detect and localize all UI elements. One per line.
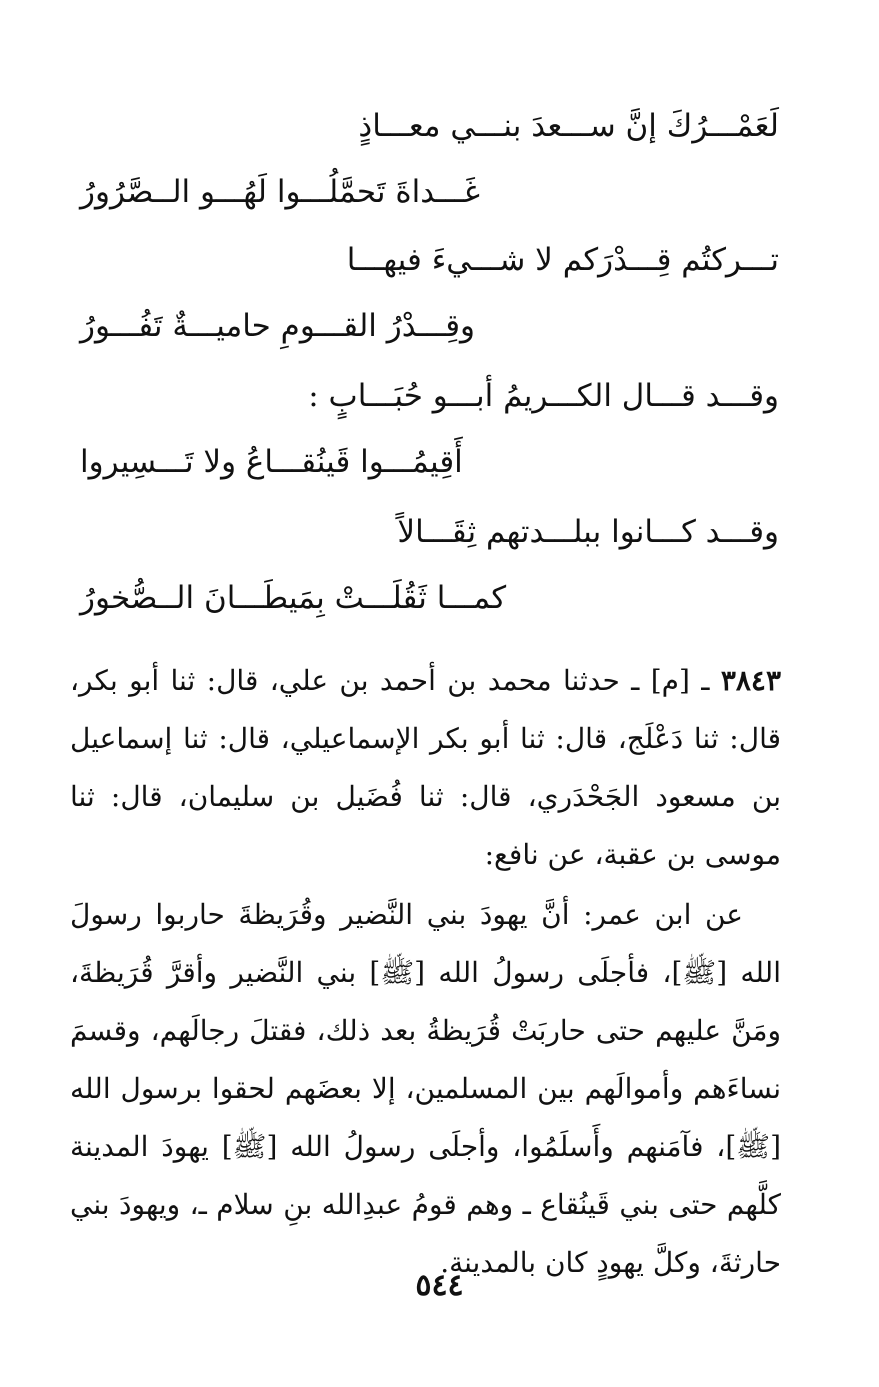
hadith-isnad-paragraph	[70, 652, 781, 884]
verse-2-second-hemistich: وقِـــدْرُ القـــومِ حاميـــةٌ تَفُـــورُ	[80, 308, 476, 344]
verse-4-second-hemistich: كمـــا ثَقُلَـــتْ بِمَيطَـــانَ الــصُّخورُ	[80, 580, 507, 616]
hadith-number: ٣٨٤٣	[720, 664, 781, 697]
verse-1-first-hemistich: لَعَمْـــرُكَ إنَّ ســـعدَ بنـــي معـــاذٍ	[358, 108, 779, 144]
verse-2-first-hemistich: تـــركتُم قِـــدْرَكم لا شـــيءَ فيهـــا	[346, 242, 779, 278]
page-number: ٥٤٤	[415, 1268, 464, 1303]
verse-1-second-hemistich: غَـــداةَ تَحمَّلُـــوا لَهُـــو الــصَّرُورُ	[80, 174, 480, 210]
verse-3-first-hemistich: وقـــد قـــال الكـــريمُ أبـــو حُبَـــابٍ :	[308, 378, 779, 414]
verse-4-first-hemistich: وقـــد كـــانوا ببلـــدتهم ثِقَـــالاً	[397, 514, 779, 550]
hadith-isnad: ـ [م] ـ حدثنا محمد بن أحمد بن علي، قال: ثنا أبو بكر، قال: ثنا دَعْلَج، قال: ثنا أبو بكر الإسماعيلي، قال: ثنا إسماعيل بن مسعود الجَحْدَري، قال: ثنا فُضَيل بن سليمان، قال: ثنا موسى بن عقبة، عن نافع:	[70, 664, 781, 871]
hadith-matn: عن ابن عمر: أنَّ يهودَ بني النَّضير وقُرَيظةَ حاربوا رسولَ الله [ﷺ]، فأجلَى رسولُ الله [ﷺ] بني النَّضير وأقرَّ قُرَيظةَ، ومَنَّ عليهم حتى حاربَتْ قُرَيظةُ بعد ذلك، فقتلَ رجالَهم، وقسمَ نساءَهم وأموالَهم بين المسلمين، إلا بعضَهم لحقوا برسول الله [ﷺ]، فآمَنهم وأَسلَمُوا، وأجلَى رسولُ الله [ﷺ] يهودَ المدينة كلَّهم حتى بني قَينُقاع ـ وهم قومُ عبدِالله بنِ سلام ـ، ويهودَ بني حارثةَ، وكلَّ يهودٍ كان بالمدينة.	[70, 898, 781, 1279]
hadith-block	[70, 652, 781, 1292]
verse-3-second-hemistich: أَقِيمُـــوا قَينُقـــاعُ ولا تَـــسِيروا	[80, 444, 463, 480]
